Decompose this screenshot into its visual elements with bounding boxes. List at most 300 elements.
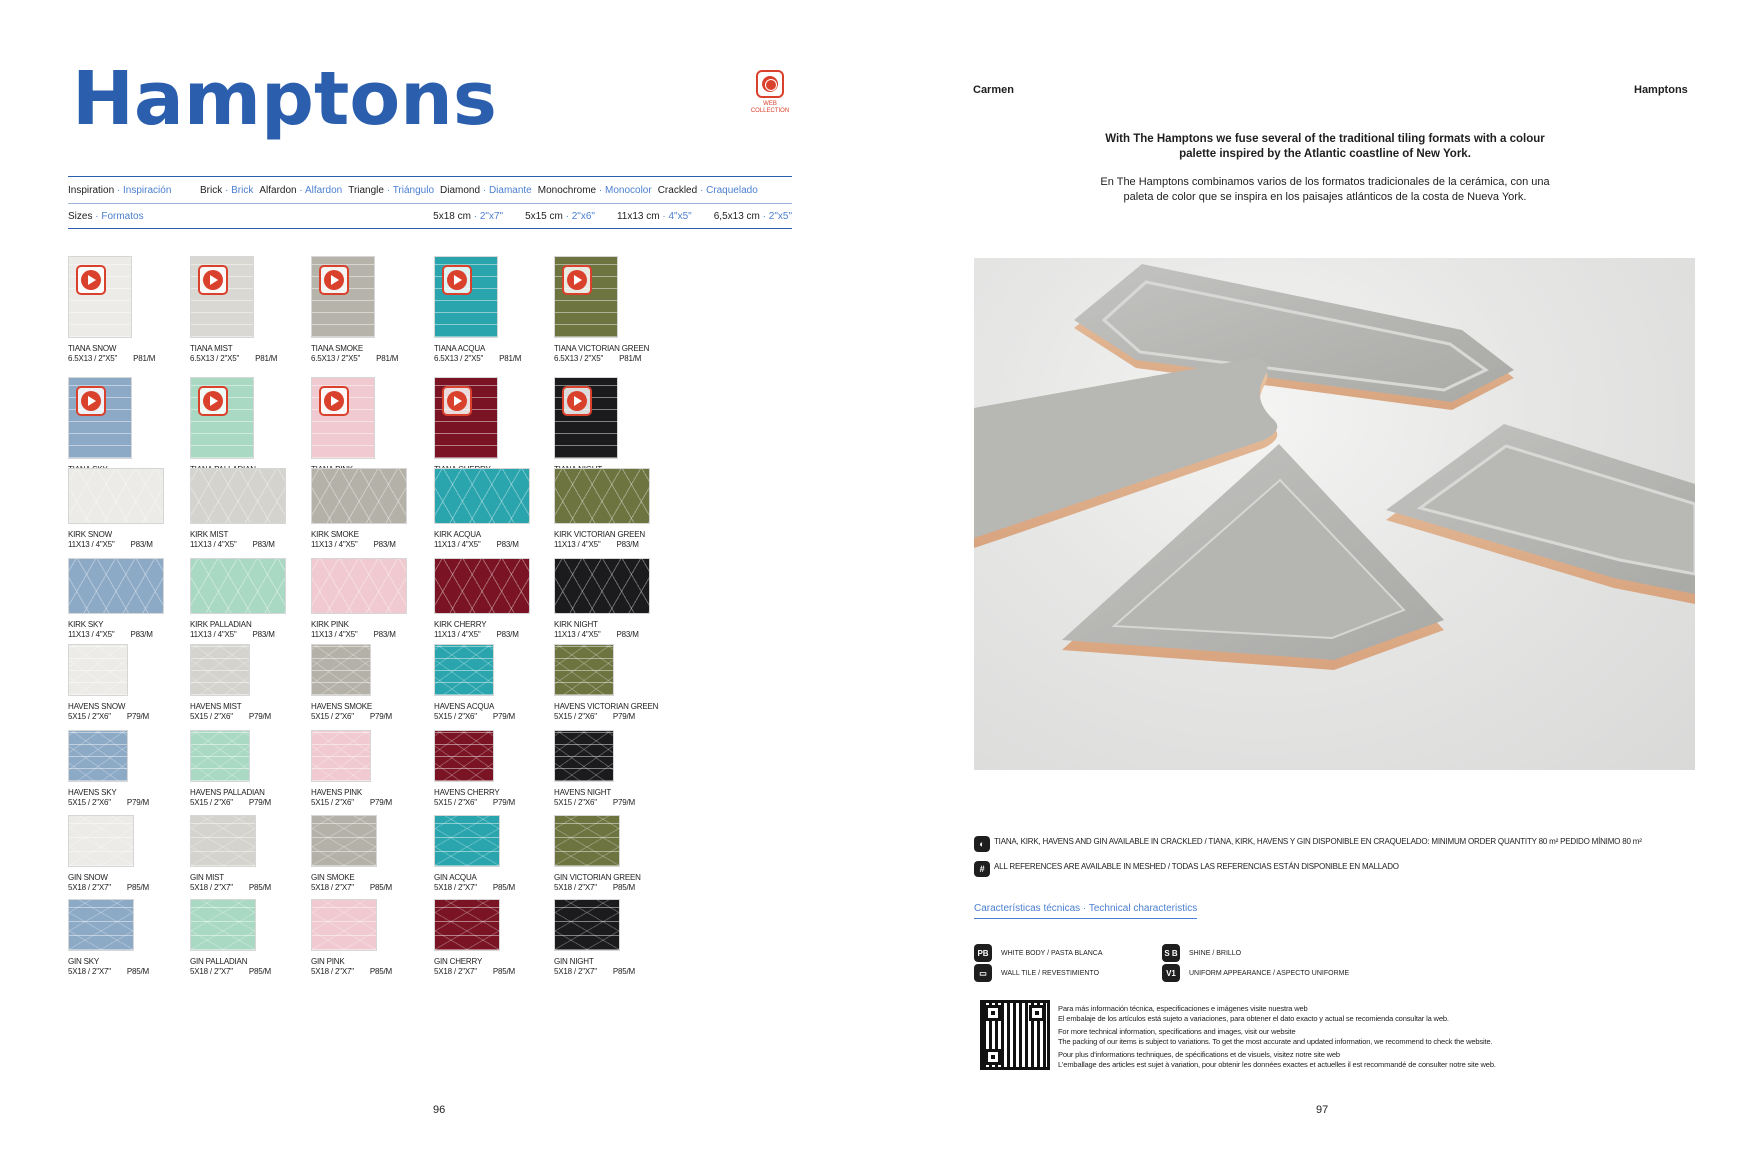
website-info-line: Pour plus d'informations techniques, de spécifications et de visuels, visitez notre site web	[1058, 1050, 1340, 1060]
note-text: TIANA, KIRK, HAVENS AND GIN AVAILABLE IN CRACKLED / TIANA, KIRK, HAVENS Y GIN DISPONIBLE EN CRAQUELADO: MINIMUM ORDER QUANTITY 80 m² PEDIDO MÍNIMO 80 m²	[994, 837, 1642, 846]
product-name: HAVENS ACQUA	[434, 702, 495, 711]
size-in: 2"x7"	[479, 210, 504, 222]
product-card[interactable]	[311, 558, 443, 640]
product-name: HAVENS CHERRY	[434, 788, 500, 797]
product-name: KIRK MIST	[190, 530, 229, 539]
header-collection: Hamptons	[1634, 84, 1688, 96]
product-swatch[interactable]	[311, 644, 371, 696]
product-size: 5X18 / 2"X7"	[554, 967, 597, 976]
website-info-paragraph	[1058, 1004, 1678, 1023]
website-info-paragraph	[1058, 1027, 1678, 1046]
product-spec	[554, 798, 686, 808]
product-spec	[68, 712, 200, 722]
product-size: 11X13 / 4"X5"	[68, 630, 115, 639]
product-size: 6.5X13 / 2"X5"	[190, 354, 240, 363]
product-code: P85/M	[126, 883, 149, 892]
product-card[interactable]	[554, 899, 686, 977]
product-card[interactable]	[190, 899, 322, 977]
product-name: KIRK SMOKE	[311, 530, 359, 539]
product-code: P79/M	[492, 712, 515, 721]
size-cm: 11x13 cm	[616, 210, 660, 222]
product-card[interactable]	[190, 558, 322, 640]
product-card[interactable]	[311, 644, 443, 722]
product-code: P83/M	[496, 540, 519, 549]
product-code: P83/M	[496, 630, 519, 639]
product-code: P83/M	[252, 630, 275, 639]
product-size: 5X18 / 2"X7"	[190, 967, 233, 976]
product-size: 11X13 / 4"X5"	[554, 540, 601, 549]
product-card[interactable]	[190, 815, 322, 893]
size-in: 4"x5"	[668, 210, 692, 222]
product-name: GIN PALLADIAN	[190, 957, 248, 966]
product-code: P85/M	[126, 967, 149, 976]
inspiration-item: Brick · Brick	[200, 184, 254, 196]
product-name: KIRK NIGHT	[554, 620, 598, 629]
product-name: HAVENS PALLADIAN	[190, 788, 265, 797]
video-play-icon[interactable]	[76, 265, 106, 295]
product-code: P85/M	[369, 883, 392, 892]
product-size: 6.5X13 / 2"X5"	[554, 354, 604, 363]
inspiration-item: Diamond · Diamante	[440, 184, 532, 196]
inspiration-list	[200, 185, 764, 196]
product-name: KIRK PALLADIAN	[190, 620, 252, 629]
product-size: 5X15 / 2"X6"	[554, 712, 597, 721]
product-swatch[interactable]	[554, 644, 614, 696]
product-name: HAVENS PINK	[311, 788, 362, 797]
website-info-line: L'emballage des articles est sujet à variation, pour obtenir les données exactes et actuelles il est recommandé de consulter notre site web.	[1058, 1059, 1496, 1069]
characteristic-item	[974, 944, 1103, 962]
inspiration-item-es: Craquelado	[706, 184, 758, 196]
product-size: 5X15 / 2"X6"	[190, 712, 233, 721]
product-spec	[68, 630, 200, 640]
product-spec	[311, 354, 443, 364]
product-card[interactable]	[68, 730, 200, 808]
product-name: KIRK ACQUA	[434, 530, 481, 539]
inspiration-item-es: Brick	[231, 184, 254, 196]
product-code: P85/M	[369, 967, 392, 976]
product-swatch[interactable]	[68, 558, 164, 614]
characteristic-badge-icon: PB	[974, 944, 992, 962]
inspiration-item-en: Monochrome	[537, 184, 597, 196]
product-swatch[interactable]	[190, 644, 250, 696]
product-swatch[interactable]	[311, 815, 377, 867]
inspiration-item: Alfardon · Alfardon	[259, 184, 343, 196]
product-size: 11X13 / 4"X5"	[434, 630, 481, 639]
product-swatch[interactable]	[190, 730, 250, 782]
product-name: KIRK VICTORIAN GREEN	[554, 530, 645, 539]
product-swatch[interactable]	[190, 377, 254, 459]
product-size: 5X18 / 2"X7"	[190, 883, 233, 892]
product-card[interactable]	[68, 558, 200, 640]
video-play-icon[interactable]	[198, 386, 228, 416]
product-name: GIN PINK	[311, 957, 345, 966]
product-code: P81/M	[499, 354, 522, 363]
product-swatch[interactable]	[434, 899, 500, 951]
product-spec	[190, 967, 322, 977]
website-info-line: For more technical information, specifications and images, visit our website	[1058, 1027, 1296, 1037]
product-name: GIN CHERRY	[434, 957, 483, 966]
product-size: 5X18 / 2"X7"	[434, 967, 477, 976]
product-swatch[interactable]	[190, 815, 256, 867]
product-name: GIN MIST	[190, 873, 224, 882]
product-card[interactable]	[68, 644, 200, 722]
product-code: P81/M	[619, 354, 642, 363]
product-card[interactable]	[190, 468, 322, 550]
product-code: P85/M	[492, 883, 515, 892]
product-swatch[interactable]	[554, 899, 620, 951]
characteristic-item	[1162, 964, 1349, 982]
product-code: P85/M	[612, 967, 635, 976]
product-spec	[68, 798, 200, 808]
size-cm: 6,5x13 cm	[713, 210, 760, 222]
product-card[interactable]	[190, 256, 322, 364]
product-size: 6.5X13 / 2"X5"	[434, 354, 484, 363]
product-name: KIRK CHERRY	[434, 620, 487, 629]
product-code: P79/M	[126, 798, 149, 807]
product-spec	[554, 967, 686, 977]
product-size: 5X15 / 2"X6"	[311, 798, 354, 807]
product-code: P79/M	[612, 798, 635, 807]
product-spec	[190, 630, 322, 640]
product-size: 5X18 / 2"X7"	[434, 883, 477, 892]
product-name: GIN VICTORIAN GREEN	[554, 873, 641, 882]
product-swatch[interactable]	[434, 377, 498, 459]
product-card[interactable]	[554, 256, 686, 364]
product-spec	[554, 354, 686, 364]
product-code: P85/M	[612, 883, 635, 892]
product-spec	[554, 630, 686, 640]
product-card[interactable]	[311, 468, 443, 550]
product-name: TIANA SMOKE	[311, 344, 364, 353]
characteristic-item	[974, 964, 1099, 982]
product-swatch[interactable]	[311, 256, 375, 338]
product-spec	[190, 798, 322, 808]
product-name: TIANA ACQUA	[434, 344, 486, 353]
web-collection-badge[interactable]	[748, 70, 792, 115]
product-spec	[434, 540, 566, 550]
video-play-icon[interactable]	[319, 265, 349, 295]
product-code: P79/M	[248, 798, 271, 807]
product-swatch[interactable]	[311, 558, 407, 614]
product-name: HAVENS SKY	[68, 788, 117, 797]
product-swatch[interactable]	[311, 468, 407, 524]
product-code: P83/M	[130, 630, 153, 639]
product-name: TIANA VICTORIAN GREEN	[554, 344, 650, 353]
characteristic-text: WHITE BODY / PASTA BLANCA	[1001, 949, 1103, 957]
product-spec	[311, 630, 443, 640]
inspiration-item-en: Brick	[200, 184, 223, 196]
availability-note	[974, 861, 1695, 877]
product-code: P83/M	[252, 540, 275, 549]
website-info-paragraph	[1058, 1050, 1678, 1069]
product-size: 5X18 / 2"X7"	[68, 967, 111, 976]
product-card[interactable]	[434, 899, 566, 977]
product-card[interactable]	[434, 468, 566, 550]
inspiration-item-es: Diamante	[488, 184, 532, 196]
product-card[interactable]	[554, 815, 686, 893]
product-spec	[190, 540, 322, 550]
characteristic-text: WALL TILE / REVESTIMIENTO	[1001, 969, 1100, 977]
product-swatch[interactable]	[434, 558, 530, 614]
product-swatch[interactable]	[434, 468, 530, 524]
product-spec	[434, 798, 566, 808]
website-info-line: Para más información técnica, especificaciones e imágenes visite nuestra web	[1058, 1004, 1308, 1013]
video-play-icon[interactable]	[319, 386, 349, 416]
product-swatch[interactable]	[311, 730, 371, 782]
inspiration-item-es: Monocolor	[605, 184, 652, 196]
product-name: GIN ACQUA	[434, 873, 477, 882]
product-code: P83/M	[616, 540, 639, 549]
product-swatch[interactable]	[68, 256, 132, 338]
video-play-icon[interactable]	[76, 386, 106, 416]
product-spec	[68, 967, 200, 977]
intro-spanish: En The Hamptons combinamos varios de los formatos tradicionales de la cerámica, con una paleta de color que se inspira en los paisajes atlánticos de la costa de Nueva York.	[1100, 176, 1550, 203]
product-spec	[434, 630, 566, 640]
product-card[interactable]	[554, 468, 686, 550]
header-brand: Carmen	[973, 84, 1014, 96]
product-name: KIRK SNOW	[68, 530, 112, 539]
video-play-icon[interactable]	[198, 265, 228, 295]
availability-note	[974, 836, 1695, 852]
product-swatch[interactable]	[434, 256, 498, 338]
product-card[interactable]	[434, 256, 566, 364]
product-swatch[interactable]	[190, 468, 286, 524]
product-card[interactable]	[190, 644, 322, 722]
video-play-icon[interactable]	[562, 386, 592, 416]
product-spec	[554, 712, 686, 722]
product-name: GIN SMOKE	[311, 873, 355, 882]
product-size: 11X13 / 4"X5"	[311, 630, 358, 639]
product-swatch[interactable]	[68, 468, 164, 524]
info-bar	[68, 176, 792, 229]
inspiration-item-es: Alfardon	[304, 184, 343, 196]
product-size: 5X15 / 2"X6"	[434, 798, 477, 807]
product-spec	[311, 883, 443, 893]
product-swatch[interactable]	[190, 558, 286, 614]
size-cm: 5x18 cm	[433, 210, 471, 222]
product-swatch[interactable]	[311, 899, 377, 951]
video-play-icon[interactable]	[442, 386, 472, 416]
product-spec	[311, 712, 443, 722]
meshed-icon: #	[974, 861, 990, 877]
inspiration-item: Crackled · Craquelado	[657, 184, 758, 196]
product-swatch[interactable]	[554, 558, 650, 614]
product-card[interactable]	[434, 815, 566, 893]
product-card[interactable]	[311, 730, 443, 808]
product-name: TIANA MIST	[190, 344, 233, 353]
inspiration-item-en: Alfardon	[259, 184, 297, 196]
product-swatch[interactable]	[434, 644, 494, 696]
tiles-illustration	[974, 258, 1695, 770]
characteristic-badge-icon: V1	[1162, 964, 1180, 982]
sizes-label: Sizes	[68, 210, 93, 222]
product-code: P79/M	[126, 712, 149, 721]
characteristic-badge-icon: S B	[1162, 944, 1180, 962]
size-item: 5x15 cm · 2"x6"	[525, 210, 595, 222]
product-spec	[311, 967, 443, 977]
inspiration-item-en: Crackled	[657, 184, 698, 196]
product-spec	[190, 883, 322, 893]
product-card[interactable]	[554, 644, 686, 722]
inspiration-item-en: Triangle	[348, 184, 384, 196]
product-size: 6.5X13 / 2"X5"	[68, 354, 118, 363]
product-name: HAVENS SNOW	[68, 702, 126, 711]
product-card[interactable]	[68, 256, 200, 364]
product-size: 11X13 / 4"X5"	[190, 630, 237, 639]
product-spec	[434, 354, 566, 364]
product-size: 11X13 / 4"X5"	[554, 630, 601, 639]
product-name: HAVENS VICTORIAN GREEN	[554, 702, 659, 711]
product-card[interactable]	[554, 730, 686, 808]
product-size: 6.5X13 / 2"X5"	[311, 354, 361, 363]
product-size: 5X18 / 2"X7"	[311, 967, 354, 976]
sizes-list	[433, 211, 792, 222]
product-code: P83/M	[616, 630, 639, 639]
product-code: P85/M	[492, 967, 515, 976]
product-card[interactable]	[68, 899, 200, 977]
product-swatch[interactable]	[554, 815, 620, 867]
product-swatch[interactable]	[68, 899, 134, 951]
web-icon	[756, 70, 784, 98]
product-swatch[interactable]	[554, 468, 650, 524]
product-swatch[interactable]	[434, 815, 500, 867]
product-size: 11X13 / 4"X5"	[434, 540, 481, 549]
page-number-left: 96	[433, 1104, 446, 1116]
size-item: 5x18 cm · 2"x7"	[433, 210, 504, 222]
product-code: P85/M	[248, 883, 271, 892]
product-code: P79/M	[248, 712, 271, 721]
inspiration-item: Monochrome · Monocolor	[537, 184, 652, 196]
crackled-icon: ◐	[974, 836, 990, 852]
product-size: 5X15 / 2"X6"	[434, 712, 477, 721]
product-spec	[68, 883, 200, 893]
product-spec	[434, 712, 566, 722]
product-swatch[interactable]	[554, 377, 618, 459]
product-size: 5X15 / 2"X6"	[311, 712, 354, 721]
product-card[interactable]	[311, 815, 443, 893]
qr-code[interactable]	[980, 1000, 1050, 1070]
product-card[interactable]	[554, 558, 686, 640]
characteristic-item	[1162, 944, 1241, 962]
product-code: P83/M	[130, 540, 153, 549]
product-size: 5X18 / 2"X7"	[554, 883, 597, 892]
product-size: 5X15 / 2"X6"	[68, 712, 111, 721]
product-size: 11X13 / 4"X5"	[68, 540, 115, 549]
web-collection-label: WEB COLLECTION	[750, 101, 790, 114]
product-spec	[434, 883, 566, 893]
website-info-line: The packing of our items is subject to variations. To get the most accurate and updated information, we recommend to check the website.	[1058, 1036, 1493, 1046]
product-name: GIN SKY	[68, 957, 100, 966]
product-swatch[interactable]	[434, 730, 494, 782]
product-swatch[interactable]	[311, 377, 375, 459]
product-size: 5X15 / 2"X6"	[68, 798, 111, 807]
product-swatch[interactable]	[554, 730, 614, 782]
intro-english: With The Hamptons we fuse several of the traditional tiling formats with a colour palette inspired by the Atlantic coastline of New York.	[1105, 133, 1545, 160]
characteristic-text: UNIFORM APPEARANCE / ASPECTO UNIFORME	[1189, 969, 1350, 977]
inspiration-item-en: Diamond	[440, 184, 481, 196]
product-name: GIN NIGHT	[554, 957, 594, 966]
page-number-right: 97	[1316, 1104, 1329, 1116]
product-size: 5X15 / 2"X6"	[190, 798, 233, 807]
product-name: GIN SNOW	[68, 873, 108, 882]
product-card[interactable]	[68, 815, 200, 893]
product-name: HAVENS SMOKE	[311, 702, 373, 711]
inspiration-row: Inspiration · Inspiración Brick · Brick Alfardon · Alfardon Triangle · Triángulo Diamond · Diamante Monochrome · Monocolor Crackled · Craquelado	[68, 177, 792, 203]
product-swatch[interactable]	[68, 815, 134, 867]
size-item: 6,5x13 cm · 2"x5"	[713, 210, 792, 222]
product-size: 11X13 / 4"X5"	[190, 540, 237, 549]
sizes-row: Sizes · Formatos 5x18 cm · 2"x7" 5x15 cm · 2"x6" 11x13 cm · 4"x5" 6,5x13 cm · 2"x5"	[68, 203, 792, 229]
website-info-text	[1058, 1004, 1678, 1070]
product-card[interactable]	[434, 558, 566, 640]
video-play-icon[interactable]	[442, 265, 472, 295]
product-name: TIANA SNOW	[68, 344, 117, 353]
product-card[interactable]	[434, 644, 566, 722]
product-spec	[554, 883, 686, 893]
video-play-icon[interactable]	[562, 265, 592, 295]
size-cm: 5x15 cm	[525, 210, 563, 222]
product-spec	[190, 354, 322, 364]
product-swatch[interactable]	[190, 256, 254, 338]
product-card[interactable]	[311, 256, 443, 364]
product-size: 5X18 / 2"X7"	[68, 883, 111, 892]
note-text: ALL REFERENCES ARE AVAILABLE IN MESHED / TODAS LAS REFERENCIAS ESTÁN DISPONIBLE EN MALLADO	[994, 862, 1399, 871]
product-name: KIRK PINK	[311, 620, 349, 629]
characteristic-badge-icon: ▭	[974, 964, 992, 982]
product-size: 5X15 / 2"X6"	[554, 798, 597, 807]
product-size: 11X13 / 4"X5"	[311, 540, 358, 549]
size-in: 2"x5"	[768, 210, 792, 222]
product-code: P83/M	[373, 630, 396, 639]
inspiration-item: Triangle · Triángulo	[348, 184, 435, 196]
product-spec	[68, 354, 200, 364]
product-size: 5X18 / 2"X7"	[311, 883, 354, 892]
size-in: 2"x6"	[571, 210, 595, 222]
product-swatch[interactable]	[554, 256, 618, 338]
sizes-label-es: Formatos	[101, 210, 144, 222]
product-swatch[interactable]	[68, 730, 128, 782]
technical-characteristics-title: Características técnicas · Technical characteristics	[974, 903, 1197, 919]
product-card[interactable]	[311, 899, 443, 977]
product-code: P79/M	[369, 798, 392, 807]
product-code: P79/M	[492, 798, 515, 807]
product-swatch[interactable]	[68, 377, 132, 459]
product-code: P81/M	[133, 354, 156, 363]
product-code: P81/M	[255, 354, 278, 363]
product-name: HAVENS MIST	[190, 702, 242, 711]
product-swatch[interactable]	[68, 644, 128, 696]
product-spec	[311, 798, 443, 808]
product-spec	[311, 540, 443, 550]
availability-notes	[974, 836, 1695, 886]
product-card[interactable]	[190, 730, 322, 808]
product-code: P79/M	[369, 712, 392, 721]
product-spec	[68, 540, 200, 550]
product-swatch[interactable]	[190, 899, 256, 951]
website-info-line: El embalaje de los artículos está sujeto a variaciones, para obtener el dato exacto y actual se recomienda consultar la web.	[1058, 1013, 1449, 1023]
product-card[interactable]	[434, 730, 566, 808]
page-title: Hamptons	[72, 56, 497, 142]
size-item: 11x13 cm · 4"x5"	[616, 210, 692, 222]
product-spec	[434, 967, 566, 977]
product-photo	[974, 258, 1695, 770]
product-spec	[554, 540, 686, 550]
product-card[interactable]	[68, 468, 200, 550]
inspiration-label: Inspiration	[68, 184, 115, 196]
product-spec	[190, 712, 322, 722]
product-code: P79/M	[612, 712, 635, 721]
characteristic-text: SHINE / BRILLO	[1189, 949, 1242, 957]
